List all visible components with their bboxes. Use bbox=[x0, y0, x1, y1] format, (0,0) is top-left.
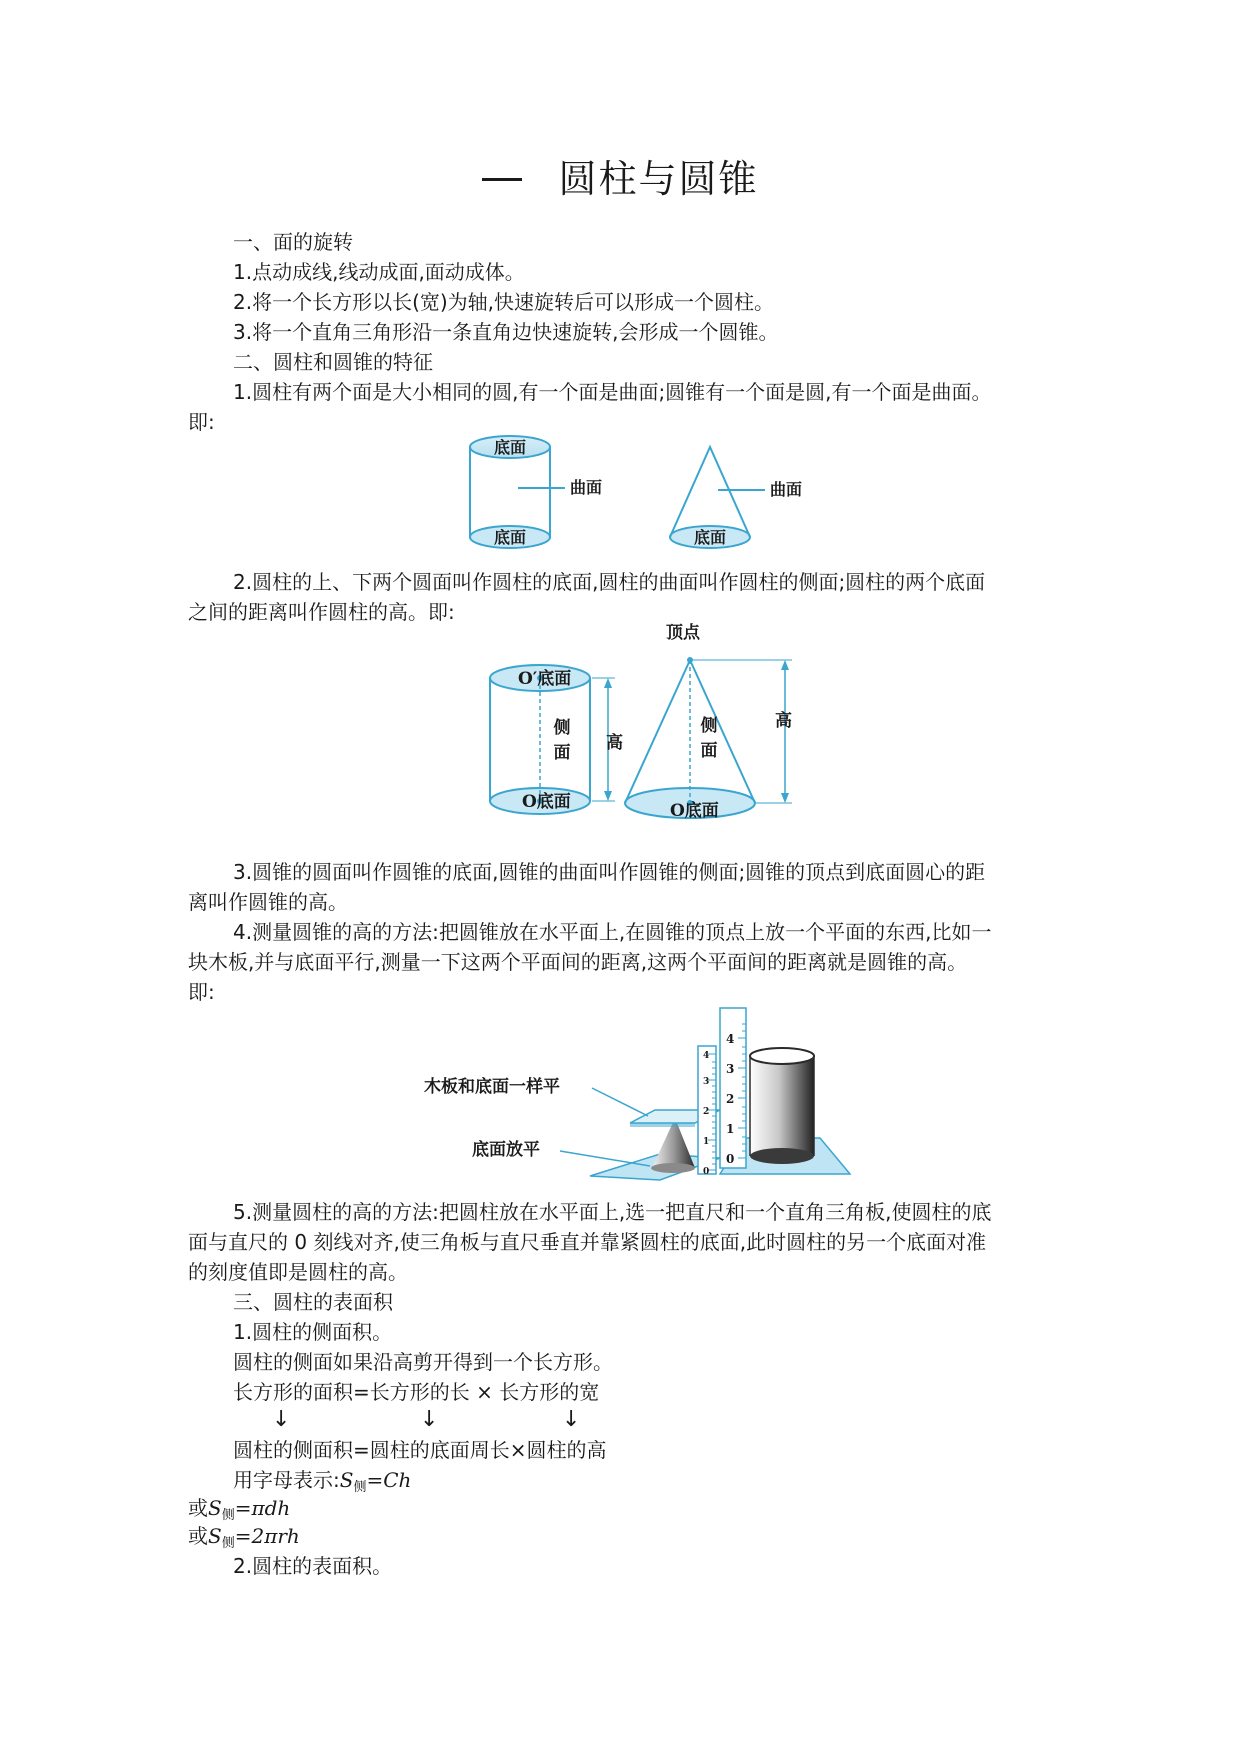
section-heading-2: 二、圆柱和圆锥的特征 bbox=[233, 350, 433, 374]
formula-1: =Ch bbox=[366, 1468, 412, 1492]
paragraph: 3.圆锥的圆面叫作圆锥的底面,圆锥的曲面叫作圆锥的侧面;圆锥的顶点到底面圆心的距 bbox=[233, 860, 986, 884]
formula-sub: 侧 bbox=[221, 1508, 235, 1523]
big-ruler-tick-3: 3 bbox=[726, 1062, 735, 1076]
big-ruler-tick-0: 0 bbox=[726, 1152, 735, 1166]
fig2-top-label: O′底面 bbox=[518, 669, 572, 689]
paragraph: 1.圆柱的侧面积。 bbox=[233, 1320, 393, 1344]
fig1-curved-label: 曲面 bbox=[570, 478, 603, 497]
fig2-height-label: 高 bbox=[606, 733, 623, 753]
fig1-bottom-base-label: 底面 bbox=[493, 528, 527, 547]
fig2-cone-side-label-2: 面 bbox=[700, 741, 718, 761]
formula-sub: 侧 bbox=[221, 1536, 235, 1551]
paragraph: 面与直尺的 0 刻线对齐,使三角板与直尺垂直并靠紧圆柱的底面,此时圆柱的另一个底面对准 bbox=[188, 1230, 987, 1254]
formula-s: S bbox=[208, 1496, 222, 1520]
title-dash bbox=[482, 178, 522, 181]
paragraph: 2.圆柱的上、下两个圆面叫作圆柱的底面,圆柱的曲面叫作圆柱的侧面;圆柱的两个底面 bbox=[233, 570, 986, 594]
formula-3: =2πrh bbox=[234, 1524, 300, 1548]
board-label: 木板和底面一样平 bbox=[424, 1077, 560, 1097]
paragraph: 2.圆柱的表面积。 bbox=[233, 1554, 393, 1578]
figure-cylinder-cone-parts bbox=[480, 618, 820, 838]
fig2-apex-label: 顶点 bbox=[666, 623, 700, 643]
formula-s: S bbox=[339, 1468, 354, 1492]
paragraph: 1.圆柱有两个面是大小相同的圆,有一个面是曲面;圆锥有一个面是圆,有一个面是曲面。 bbox=[233, 380, 992, 404]
formula-prefix: 用字母表示: bbox=[233, 1468, 340, 1492]
big-ruler-tick-2: 2 bbox=[726, 1092, 735, 1106]
paragraph: 离叫作圆锥的高。 bbox=[188, 890, 348, 914]
fig2-cone-side-label-1: 侧 bbox=[700, 716, 718, 736]
down-arrow-3: ↓ bbox=[562, 1407, 581, 1432]
formula-sub: 侧 bbox=[353, 1480, 367, 1495]
formula-lateral-area: 圆柱的侧面积=圆柱的底面周长×圆柱的高 bbox=[233, 1438, 607, 1462]
small-ruler-tick-1: 1 bbox=[703, 1137, 710, 1147]
cone-side bbox=[670, 447, 750, 537]
paragraph: 4.测量圆锥的高的方法:把圆锥放在水平面上,在圆锥的顶点上放一个平面的东西,比如一 bbox=[233, 920, 992, 944]
big-ruler-tick-1: 1 bbox=[726, 1122, 735, 1136]
fig2-cone-base-label: O底面 bbox=[670, 801, 719, 821]
title-text: 圆柱与圆锥 bbox=[558, 157, 759, 201]
cylinder-body bbox=[470, 447, 550, 537]
figure-cylinder-cone-faces bbox=[440, 430, 840, 560]
or-text: 或 bbox=[188, 1496, 208, 1520]
figure-measure-heights bbox=[420, 998, 860, 1188]
section-heading-1: 一、面的旋转 bbox=[233, 230, 353, 254]
base-label: 底面放平 bbox=[472, 1140, 540, 1160]
fig1-cone-base-label: 底面 bbox=[693, 528, 727, 547]
paragraph: 的刻度值即是圆柱的高。 bbox=[188, 1260, 408, 1284]
section-heading-3: 三、圆柱的表面积 bbox=[233, 1290, 393, 1314]
fig2-cone-height-label: 高 bbox=[775, 711, 792, 731]
paragraph: 1.点动成线,线动成面,面动成体。 bbox=[233, 260, 525, 284]
formula-rect-area: 长方形的面积=长方形的长 × 长方形的宽 bbox=[233, 1380, 600, 1404]
fig2-bottom-label: O底面 bbox=[522, 792, 571, 812]
paragraph: 即: bbox=[188, 410, 215, 434]
formula-2: =πdh bbox=[234, 1496, 291, 1520]
page-title bbox=[0, 148, 1241, 203]
big-ruler-tick-4: 4 bbox=[726, 1032, 735, 1046]
paragraph: 圆柱的侧面如果沿高剪开得到一个长方形。 bbox=[233, 1350, 613, 1374]
small-ruler-tick-4: 4 bbox=[703, 1051, 710, 1061]
fig1-cone-curved-label: 曲面 bbox=[770, 480, 803, 499]
small-ruler-tick-3: 3 bbox=[703, 1077, 710, 1087]
formula-alt-2 bbox=[188, 1522, 300, 1554]
or-text: 或 bbox=[188, 1524, 208, 1548]
paragraph: 3.将一个直角三角形沿一条直角边快速旋转,会形成一个圆锥。 bbox=[233, 320, 779, 344]
paragraph: 5.测量圆柱的高的方法:把圆柱放在水平面上,选一把直尺和一个直角三角板,使圆柱的底 bbox=[233, 1200, 992, 1224]
paragraph: 2.将一个长方形以长(宽)为轴,快速旋转后可以形成一个圆柱。 bbox=[233, 290, 775, 314]
small-ruler-tick-0: 0 bbox=[703, 1167, 710, 1177]
paragraph: 块木板,并与底面平行,测量一下这两个平面间的距离,这两个平面间的距离就是圆锥的高。 bbox=[188, 950, 968, 974]
fig2-side-label-1: 侧 bbox=[553, 718, 571, 738]
paragraph: 之间的距离叫作圆柱的高。即: bbox=[188, 600, 455, 624]
small-ruler-tick-2: 2 bbox=[703, 1107, 710, 1117]
formula-s: S bbox=[208, 1524, 222, 1548]
paragraph: 即: bbox=[188, 980, 215, 1004]
fig2-side-label-2: 面 bbox=[553, 743, 571, 763]
down-arrow-2: ↓ bbox=[420, 1407, 439, 1432]
down-arrow-1: ↓ bbox=[272, 1407, 291, 1432]
fig1-top-base-label: 底面 bbox=[493, 438, 527, 457]
